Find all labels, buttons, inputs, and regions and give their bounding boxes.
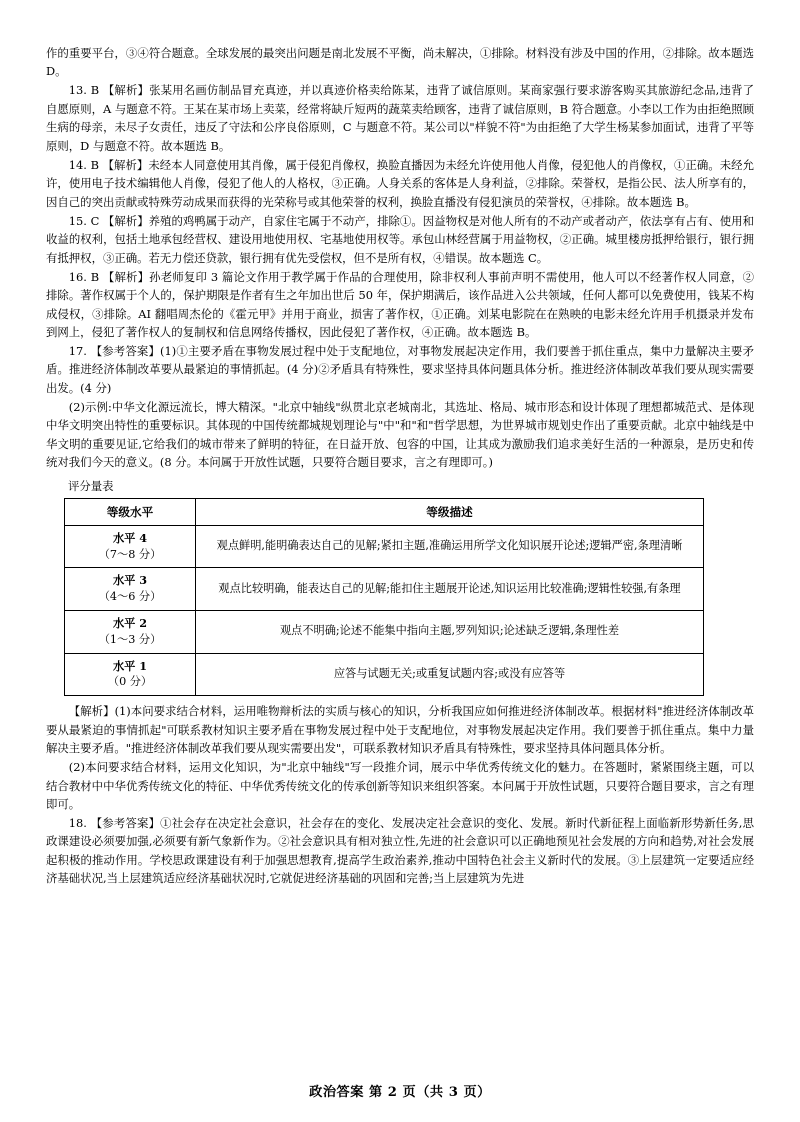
level-range: （7～8 分） (98, 547, 162, 561)
level-range: （1～3 分） (98, 632, 162, 646)
table-cell-description: 观点鲜明,能明确表达自己的见解;紧扣主题,准确运用所学文化知识展开论述;逻辑严密,条理清晰 (196, 525, 704, 568)
level-name: 水平 3 (112, 573, 148, 588)
table-cell-level (65, 653, 196, 696)
table-header-description: 等级描述 (196, 498, 704, 525)
paragraph-question-17-part1: 17. 【参考答案】(1)①主要矛盾在事物发展过程中处于支配地位，对事物发展起决定作用，我们要善于抓住重点，集中力量解决主要矛盾。推进经济体制改革要从最紧迫的事情抓起。(4 分)②矛盾具有特殊性，要求坚持具体问题具体分析。推进经济体制改革我们要从现实需要出发。(4 分) (46, 344, 754, 395)
level-name: 水平 4 (112, 530, 148, 545)
level-range: （0 分） (107, 675, 153, 689)
level-name: 水平 1 (112, 658, 148, 673)
table-cell-description: 观点不明确;论述不能集中指向主题,罗列知识;论述缺乏逻辑,条理性差 (196, 610, 704, 653)
table-row (65, 653, 704, 696)
document-body (46, 44, 754, 472)
table-header-level: 等级水平 (65, 498, 196, 525)
table-cell-level (65, 568, 196, 611)
table-cell-description: 应答与试题无关;或重复试题内容;或没有应答等 (196, 653, 704, 696)
footer-page-number: 第 2 页（共 3 页） (369, 1085, 491, 1100)
paragraph-question-15: 15. C 【解析】养殖的鸡鸭属于动产，自家住宅属于不动产，排除①。因益物权是对他人所有的不动产或者动产，依法享有占有、使用和收益的权利，包括土地承包经营权、建设用地使用权、宅基地使用权等。承包山林经营属于用益物权，②正确。城里楼房抵押给银行，银行拥有抵押权，③正确。若无力偿还贷款，银行拥有优先受偿权，但不是所有权，④错误。故本题选 C。 (46, 213, 754, 265)
table-cell-level (65, 610, 196, 653)
paragraph-analysis-17-1: 【解析】(1)本问要求结合材料，运用唯物辩析法的实质与核心的知识，分析我国应如何推进经济体制改革。根据材料"推进经济体制改革要从最紧迫的事情抓起"可联系教材知识主要矛盾在事物发展过程中处于支配地位，对事物发展起决定作用。我们要善于抓住重点。集中力量解决主要矛盾。"推进经济体制改革我们要从现实需要出发"，可联系教材知识矛盾具有特殊性，要求坚持具体问题具体分析。 (46, 704, 754, 756)
scoring-rubric-title: 评分量表 (68, 478, 114, 493)
paragraph-question-16: 16. B 【解析】孙老师复印 3 篇论文作用于教学属于作品的合理使用，除非权利人事前声明不需使用，他人可以不经著作权人同意，②排除。著作权属于个人的，保护期限是作者有生之年加出世后 50 年，保护期满后，该作品进入公共领域，任何人都可以免费使用，钱某不构成侵权，③排除。AI 翻唱周杰伦的《霍元甲》并用于商业，损害了著作权，①正确。刘某电影院在在熟映的电影未经允许用手机摄录并发布到网上，侵犯了著作权人的复制权和信息网络传播权，因此侵犯了著作权，④正确。故本题选 B。 (46, 269, 754, 340)
paragraph-continued: 作的重要平台，③④符合题意。全球发展的最突出问题是南北发展不平衡，尚未解决，①排除。材料没有涉及中国的作用，②排除。故本题选 D。 (46, 46, 754, 79)
level-name: 水平 2 (112, 615, 148, 630)
table-cell-description: 观点比较明确，能表达自己的见解;能扣住主题展开论述,知识运用比较准确;逻辑性较强,有条理 (196, 568, 704, 611)
paragraph-analysis-17-2: (2)本问要求结合材料，运用文化知识，为"北京中轴线"写一段推介词，展示中华优秀传统文化的魅力。在答题时，紧紧围绕主题，可以结合教材中中华优秀传统文化的特征、中华优秀传统文化的传承创新等知识来组织答案。本问属于开放性试题，只要符合题目要求，言之有理即可。 (46, 760, 754, 811)
document-body-after-table (46, 702, 754, 888)
level-range: （4～6 分） (98, 590, 162, 604)
table-header-row (65, 498, 704, 525)
table-row (65, 525, 704, 568)
paragraph-question-13: 13. B 【解析】张某用名画仿制品冒充真迹，并以真迹价格卖给陈某，违背了诚信原则。某商家强行要求游客购买其旅游纪念品,违背了自愿原则，A 与题意不符。王某在某市场上卖菜，经常将缺斤短两的蔬菜卖给顾客，违背了诚信原则，B 符合题意。小李以工作为由拒绝照顾生病的母亲，未尽子女责任，违反了守法和公序良俗原则，C 与题意不符。某公司以"样貌不符"为由拒绝了大学生杨某参加面试，违背了平等原则，D 与题意不符。故本题选 B。 (46, 83, 754, 153)
table-cell-level (65, 525, 196, 568)
page-footer (0, 1081, 800, 1100)
paragraph-question-17-part2: (2)示例:中华文化源远流长，博大精深。"北京中轴线"纵贯北京老城南北，其选址、格局、城市形态和设计体现了理想都城范式、是体现中华文明突出特性的重要标识。其体现的中国传统都城规划理论与"中"和"和"哲学思想，为世界城市规划史作出了重要贡献。北京中轴线是中华文明的重要见证,它给我们的城市带来了鲜明的特征，在日益开放、包容的中国，让其成为激励我们追求美好生活的一种源泉，是历史和传统对我们今天的意义。(8 分。本问属于开放性试题，只要符合题目要求，言之有理即可。) (46, 399, 754, 470)
paragraph-question-14: 14. B 【解析】未经本人同意使用其肖像，属于侵犯肖像权，换脸直播因为未经允许使用他人肖像，侵犯他人的肖像权，①正确。未经允许，使用电子技术编辑他人肖像，侵犯了他人的人格权，③正确。人身关系的客体是人身利益，②排除。荣誉权，是指公民、法人所享有的，因自己的突出贡献或特殊劳动成果而获得的光荣称号或其他荣誉的权利，换脸直播没有侵犯演员的荣誉权，④排除。故本题选 B。 (46, 157, 754, 209)
paragraph-question-18: 18. 【参考答案】①社会存在决定社会意识，社会存在的变化、发展决定社会意识的变化、发展。新时代新征程上面临新形势新任务,思政课建设必须要加强,必须要有新气象新作为。②社会意识具有相对独立性,先进的社会意识可以正确地预见社会发展的方向和趋势,对社会发展起积极的推动作用。学校思政课建设有利于加强思想教育,提高学生政治素养,推动中国特色社会主义新时代的发展。③上层建筑一定要适应经济基础状况,当上层建筑适应经济基础状况时,它就促进经济基础的巩固和完善;当上层建筑为先进 (46, 815, 754, 886)
scoring-rubric-table (64, 498, 704, 696)
table-row (65, 568, 704, 611)
table-row (65, 610, 704, 653)
footer-title: 政治答案 (309, 1085, 364, 1100)
